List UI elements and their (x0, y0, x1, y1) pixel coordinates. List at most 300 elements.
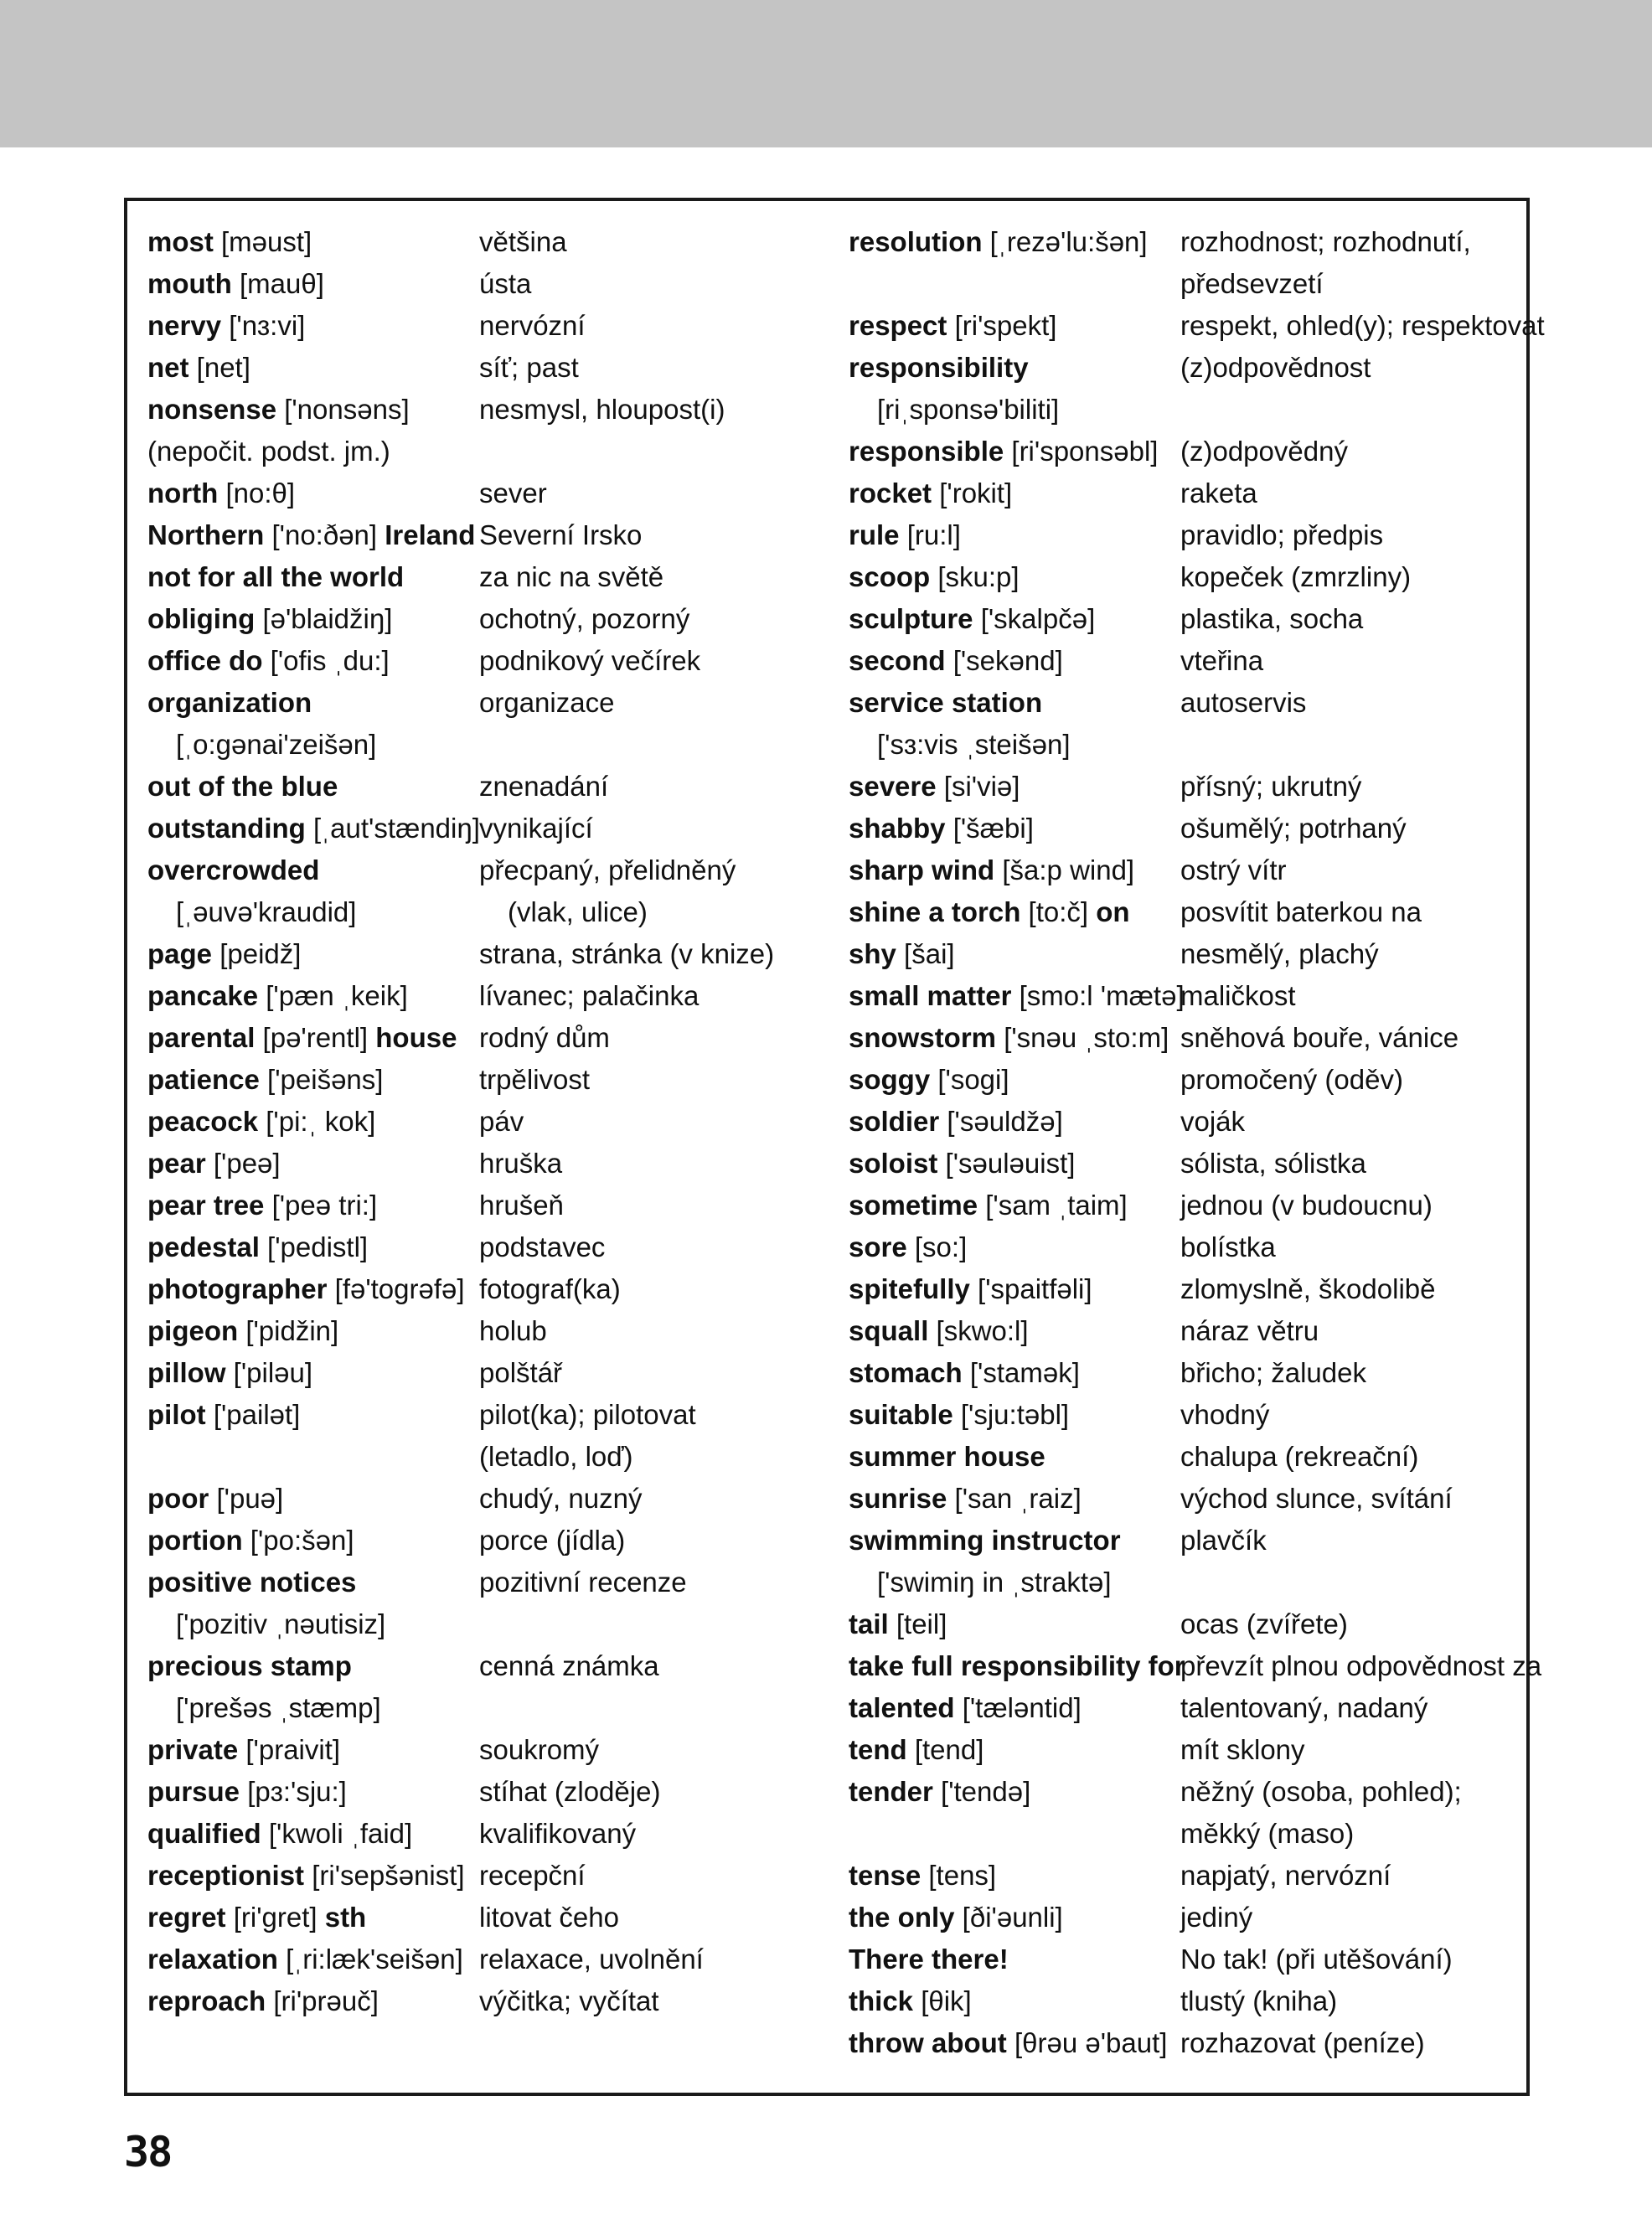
pronunciation: ['pailət] (205, 1399, 301, 1430)
vocab-entry (849, 849, 1536, 891)
english-term (849, 472, 1180, 514)
english-term (849, 1143, 1180, 1185)
vocab-entry (849, 1310, 1536, 1352)
pronunciation: ['pæn ˌkeik] (258, 980, 408, 1011)
pronunciation: ['sam ˌtaim] (978, 1190, 1128, 1221)
vocab-entry (147, 849, 834, 891)
english-term (147, 1603, 508, 1645)
vocab-entry (849, 724, 1536, 766)
english-term (147, 1980, 479, 2022)
czech-translation: (z)odpovědnost (1180, 352, 1371, 383)
pronunciation: ['piləu] (225, 1357, 313, 1388)
czech-translation: autoservis (1180, 687, 1307, 718)
czech-translation: relaxace, uvolnění (479, 1944, 704, 1975)
english-term (147, 1813, 479, 1855)
english-term (147, 1478, 479, 1520)
pronunciation: [pɜ:'sju:] (240, 1776, 347, 1807)
czech-translation: recepční (479, 1860, 586, 1891)
czech-translation: sever (479, 478, 547, 508)
english-term (147, 1938, 479, 1980)
headword: private (147, 1734, 239, 1765)
vocab-entry (849, 472, 1536, 514)
pronunciation: [ri'spekt] (947, 310, 1057, 341)
pronunciation: [ˌaut'stændiŋ] (305, 813, 480, 844)
vocab-entry (849, 933, 1536, 975)
czech-translation: plastika, socha (1180, 603, 1364, 634)
english-term (147, 1226, 479, 1268)
vocab-entry (147, 1059, 834, 1101)
vocab-entry (849, 1562, 1536, 1603)
vocab-entry (147, 1226, 834, 1268)
vocab-entry (849, 305, 1545, 347)
english-term (849, 640, 1180, 682)
english-term (147, 1645, 479, 1687)
czech-translation: přísný; ukrutný (1180, 771, 1362, 802)
vocab-entry (147, 808, 834, 849)
english-term (849, 933, 1180, 975)
vocab-entry (849, 431, 1536, 472)
czech-translation: něžný (osoba, pohled); (1180, 1776, 1462, 1807)
headword: not for all the world (147, 561, 405, 592)
pronunciation: [ˌri:læk'seišən] (277, 1944, 463, 1975)
czech-translation: pravidlo; předpis (1180, 519, 1384, 550)
vocab-entry (147, 556, 834, 598)
headword: overcrowded (147, 854, 320, 885)
english-term (849, 514, 1180, 556)
pronunciation: ['pozitiv ˌnəutisiz] (176, 1608, 386, 1639)
vocab-entry (147, 1185, 834, 1226)
czech-translation: rozhodnost; rozhodnutí, (1180, 226, 1471, 257)
pronunciation: [teil] (888, 1608, 947, 1639)
czech-translation: bolístka (1180, 1231, 1276, 1262)
pronunciation: ['tæləntid] (954, 1692, 1082, 1723)
vocab-entry (147, 514, 834, 556)
vocab-entry (849, 975, 1536, 1017)
headword: out of the blue (147, 771, 338, 802)
english-term (849, 975, 1185, 1017)
vocab-entry (147, 682, 834, 724)
pronunciation: ['pedistl] (259, 1231, 369, 1262)
vocab-entry (849, 1603, 1536, 1645)
vocab-entry (147, 305, 834, 347)
pronunciation: [ˌo:gənai'zeišən] (176, 729, 377, 760)
czech-translation: soukromý (479, 1734, 600, 1765)
vocab-entry (147, 389, 834, 431)
pronunciation: [no:θ] (218, 478, 296, 508)
english-term (849, 598, 1180, 640)
page-number: 38 (124, 2128, 172, 2176)
headword: severe (849, 771, 937, 802)
czech-translation: napjatý, nervózní (1180, 1860, 1391, 1891)
czech-translation: znenadání (479, 771, 609, 802)
english-term (147, 263, 479, 305)
vocab-entry (849, 263, 1536, 305)
english-term (147, 472, 479, 514)
pronunciation: ['no:ðən] (264, 519, 385, 550)
czech-translation: trpělivost (479, 1064, 591, 1095)
english-term (849, 221, 1180, 263)
vocab-entry (849, 556, 1536, 598)
pronunciation: ['peə tri:] (264, 1190, 378, 1221)
english-term (147, 682, 479, 724)
vocab-entry (147, 975, 834, 1017)
pronunciation: ['po:šən] (242, 1525, 354, 1556)
english-term (147, 1185, 479, 1226)
english-term (849, 1813, 1180, 1855)
czech-translation: talentovaný, nadaný (1180, 1692, 1428, 1723)
headword: north (147, 478, 219, 508)
headword: rocket (849, 478, 932, 508)
headword: Northern (147, 519, 265, 550)
english-term (147, 1059, 479, 1101)
pronunciation: [si'viə] (936, 771, 1020, 802)
vocab-entry (147, 1938, 834, 1980)
headword: responsible (849, 436, 1004, 467)
pronunciation: ['sɜ:vis ˌsteišən] (877, 729, 1071, 760)
english-term (849, 1017, 1180, 1059)
english-term (147, 891, 508, 933)
czech-translation: (letadlo, loď) (479, 1441, 633, 1472)
english-term (849, 1352, 1180, 1394)
english-term (147, 514, 479, 556)
czech-translation: sólista, sólistka (1180, 1148, 1366, 1179)
czech-translation: holub (479, 1315, 547, 1346)
headword: sunrise (849, 1483, 947, 1514)
headword: thick (849, 1985, 914, 2016)
pronunciation: [peidž] (212, 938, 302, 969)
pronunciation: [ri'sepšənist] (304, 1860, 465, 1891)
english-term (849, 891, 1180, 933)
headword: pear (147, 1148, 206, 1179)
english-term (849, 1059, 1180, 1101)
vocab-entry (147, 1478, 834, 1520)
headword: sharp wind (849, 854, 995, 885)
english-term (849, 1771, 1180, 1813)
headword: parental (147, 1022, 256, 1053)
headword: precious stamp (147, 1650, 352, 1681)
czech-translation: posvítit baterkou na (1180, 896, 1422, 927)
pronunciation: [tend] (906, 1734, 984, 1765)
czech-translation: chalupa (rekreační) (1180, 1441, 1419, 1472)
pronunciation: ['san ˌraiz] (947, 1483, 1082, 1514)
headword-continuation: Ireland (385, 519, 476, 550)
headword: service station (849, 687, 1043, 718)
english-term (147, 431, 479, 472)
headword: sometime (849, 1190, 978, 1221)
headword: respect (849, 310, 947, 341)
czech-translation: přecpaný, přelidněný (479, 854, 736, 885)
czech-translation: jednou (v budoucnu) (1180, 1190, 1433, 1221)
czech-translation: tlustý (kniha) (1180, 1985, 1338, 2016)
headword: obliging (147, 603, 256, 634)
pronunciation: [ri'sponsəbl] (1004, 436, 1159, 467)
headword-continuation: on (1096, 896, 1130, 927)
english-term (147, 1562, 479, 1603)
pronunciation: ['səuləuist] (937, 1148, 1076, 1179)
english-term (849, 389, 1209, 431)
pronunciation: [sku:p] (930, 561, 1020, 592)
vocab-entry (147, 1562, 834, 1603)
pronunciation: ['pidžin] (238, 1315, 339, 1346)
pronunciation: [šai] (896, 938, 955, 969)
headword: office do (147, 645, 263, 676)
headword: second (849, 645, 946, 676)
vocab-entry (849, 1101, 1536, 1143)
english-term (147, 1101, 479, 1143)
headword: soggy (849, 1064, 931, 1095)
headword: most (147, 226, 214, 257)
english-term (147, 849, 479, 891)
header-band (0, 0, 1652, 147)
vocab-entry (147, 724, 834, 766)
pronunciation: [riˌsponsə'biliti] (877, 394, 1060, 425)
vocab-entry (849, 514, 1536, 556)
vocab-entry (147, 1017, 834, 1059)
vocab-entry (849, 640, 1536, 682)
headword: squall (849, 1315, 929, 1346)
czech-translation: stíhat (zloděje) (479, 1776, 661, 1807)
headword: small matter (849, 980, 1012, 1011)
vocab-entry (849, 389, 1536, 431)
pronunciation: [θik] (913, 1985, 972, 2016)
headword: nonsense (147, 394, 277, 425)
english-term (147, 347, 479, 389)
english-term (147, 766, 479, 808)
pronunciation: ['stamək] (962, 1357, 1080, 1388)
vocab-entry (147, 1436, 834, 1478)
pronunciation: [mauθ] (231, 268, 324, 299)
vocab-entry (849, 1059, 1536, 1101)
english-term (849, 556, 1180, 598)
headword: pancake (147, 980, 259, 1011)
vocab-entry (849, 1897, 1536, 1938)
headword: There there! (849, 1944, 1009, 1975)
pronunciation: ['səuldžə] (939, 1106, 1063, 1137)
headword: pedestal (147, 1231, 260, 1262)
pronunciation: [ˌəuvə'kraudid] (176, 896, 357, 927)
pronunciation: ['peə] (205, 1148, 281, 1179)
headword: scoop (849, 561, 931, 592)
english-term (147, 1687, 508, 1729)
vocab-entry (849, 1352, 1536, 1394)
headword: soldier (849, 1106, 940, 1137)
headword: sore (849, 1231, 907, 1262)
czech-translation: litovat čeho (479, 1902, 619, 1933)
czech-translation: pozitivní recenze (479, 1567, 687, 1598)
english-term (147, 1394, 479, 1436)
pronunciation: ['peišəns] (259, 1064, 384, 1095)
english-term (147, 598, 479, 640)
vocab-entry (147, 1855, 834, 1897)
english-term (147, 724, 508, 766)
english-term (147, 1352, 479, 1394)
vocab-entry (849, 1771, 1536, 1813)
english-term (849, 1478, 1180, 1520)
czech-translation: ústa (479, 268, 532, 299)
headword: tail (849, 1608, 889, 1639)
vocab-entry (849, 1185, 1536, 1226)
english-term (849, 1855, 1180, 1897)
headword: net (147, 352, 189, 383)
vocab-entry (147, 1101, 834, 1143)
headword: sculpture (849, 603, 973, 634)
czech-translation: převzít plnou odpovědnost za (1180, 1650, 1542, 1681)
english-term (849, 1980, 1180, 2022)
pronunciation: [ru:l] (899, 519, 961, 550)
czech-translation: kopeček (zmrzliny) (1180, 561, 1412, 592)
vocab-entry (147, 472, 834, 514)
czech-translation: mít sklony (1180, 1734, 1305, 1765)
pronunciation: ['ofis ˌdu:] (262, 645, 390, 676)
vocab-entry (849, 1017, 1536, 1059)
czech-translation: náraz větru (1180, 1315, 1319, 1346)
czech-translation: kvalifikovaný (479, 1818, 637, 1849)
english-term (849, 1394, 1180, 1436)
czech-translation: páv (479, 1106, 524, 1137)
headword: relaxation (147, 1944, 278, 1975)
english-term (147, 640, 479, 682)
vocab-entry (147, 933, 834, 975)
pronunciation: ['spaitfəli] (969, 1273, 1092, 1304)
headword: suitable (849, 1399, 953, 1430)
pronunciation: ['swimiŋ in ˌstraktə] (877, 1567, 1112, 1598)
headword: pilot (147, 1399, 206, 1430)
vocab-entry (147, 1645, 834, 1687)
headword: peacock (147, 1106, 259, 1137)
english-term (147, 975, 479, 1017)
english-term (849, 1226, 1180, 1268)
headword: photographer (147, 1273, 328, 1304)
pronunciation: ['sju:təbl] (952, 1399, 1070, 1430)
vocab-entry (147, 263, 834, 305)
pronunciation: [fə'togrəfə] (327, 1273, 465, 1304)
vocab-entry (147, 347, 834, 389)
english-term (849, 1645, 1185, 1687)
headword: the only (849, 1902, 955, 1933)
english-term (849, 305, 1180, 347)
english-term (849, 2022, 1180, 2064)
headword: outstanding (147, 813, 306, 844)
czech-translation: fotograf(ka) (479, 1273, 621, 1304)
vocab-entry (147, 1980, 834, 2022)
english-term (147, 1855, 479, 1897)
headword: mouth (147, 268, 232, 299)
czech-translation: hruška (479, 1148, 563, 1179)
vocab-entry (147, 1813, 834, 1855)
czech-translation: rodný dům (479, 1022, 610, 1053)
headword: snowstorm (849, 1022, 997, 1053)
czech-translation: organizace (479, 687, 615, 718)
pronunciation: [ri'prəuč] (266, 1985, 379, 2016)
headword: talented (849, 1692, 955, 1723)
english-term (147, 221, 479, 263)
czech-translation: maličkost (1180, 980, 1296, 1011)
headword: shabby (849, 813, 946, 844)
czech-translation: výčitka; vyčítat (479, 1985, 659, 2016)
headword: responsibility (849, 352, 1029, 383)
vocab-entry (849, 766, 1536, 808)
headword: page (147, 938, 213, 969)
headword: stomach (849, 1357, 963, 1388)
vocab-entry (147, 1771, 834, 1813)
english-term (849, 431, 1180, 472)
vocab-entry (147, 891, 834, 933)
vocab-entry (147, 431, 834, 472)
headword: pear tree (147, 1190, 265, 1221)
headword: portion (147, 1525, 243, 1556)
vocab-entry (849, 1520, 1536, 1562)
english-term (147, 1897, 479, 1938)
vocab-entry (147, 1897, 834, 1938)
pronunciation: ['kwoli ˌfaid] (261, 1818, 413, 1849)
vocab-entry (849, 1855, 1536, 1897)
vocab-entry (147, 1143, 834, 1185)
czech-translation: nesmělý, plachý (1180, 938, 1379, 969)
czech-translation: jediný (1180, 1902, 1253, 1933)
vocabulary-column-right (849, 221, 1545, 2064)
pronunciation: [ša:p wind] (994, 854, 1135, 885)
pronunciation: ['tendə] (932, 1776, 1031, 1807)
english-term (849, 1185, 1180, 1226)
headword: shine a torch (849, 896, 1021, 927)
czech-translation: rozhazovat (peníze) (1180, 2027, 1425, 2058)
czech-translation: pilot(ka); pilotovat (479, 1399, 696, 1430)
english-term (147, 1143, 479, 1185)
headword: regret (147, 1902, 226, 1933)
pronunciation: [ði'əunli] (954, 1902, 1063, 1933)
english-term (849, 1268, 1180, 1310)
headword: rule (849, 519, 900, 550)
vocab-entry (849, 598, 1536, 640)
czech-translation: No tak! (při utěšování) (1180, 1944, 1453, 1975)
english-term (147, 556, 479, 598)
headword: shy (849, 938, 896, 969)
pronunciation: [məust] (213, 226, 312, 257)
headword: take full responsibility for (849, 1650, 1185, 1681)
pronunciation: ['pi:ˌ kok] (258, 1106, 376, 1137)
english-term (849, 682, 1180, 724)
czech-translation: ostrý vítr (1180, 854, 1287, 885)
english-term (849, 1897, 1180, 1938)
english-term (147, 1771, 479, 1813)
vocab-entry (147, 1687, 834, 1729)
pronunciation: [ə'blaidžiŋ] (255, 603, 393, 634)
english-term (849, 1729, 1180, 1771)
vocab-entry (147, 1394, 834, 1436)
pronunciation: ['nonsəns] (276, 394, 410, 425)
pronunciation: [pə'rentl] (255, 1022, 376, 1053)
pronunciation: ['nɜ:vi] (221, 310, 306, 341)
pronunciation: [smo:l 'mætə] (1011, 980, 1185, 1011)
czech-translation: ošumělý; potrhaný (1180, 813, 1407, 844)
english-term (849, 263, 1180, 305)
czech-translation: Severní Irsko (479, 519, 643, 550)
czech-translation: měkký (maso) (1180, 1818, 1355, 1849)
vocab-entry (147, 221, 834, 263)
czech-translation: většina (479, 226, 567, 257)
pronunciation: [skwo:l] (928, 1315, 1029, 1346)
pronunciation: [ri'gret] (225, 1902, 325, 1933)
english-term (147, 1520, 479, 1562)
vocab-entry (849, 891, 1536, 933)
vocab-entry (849, 682, 1536, 724)
czech-translation: podstavec (479, 1231, 606, 1262)
headword: spitefully (849, 1273, 970, 1304)
headword: reproach (147, 1985, 266, 2016)
english-term (849, 1436, 1180, 1478)
pronunciation: [ˌrezə'lu:šən] (982, 226, 1148, 257)
english-term (849, 347, 1180, 389)
